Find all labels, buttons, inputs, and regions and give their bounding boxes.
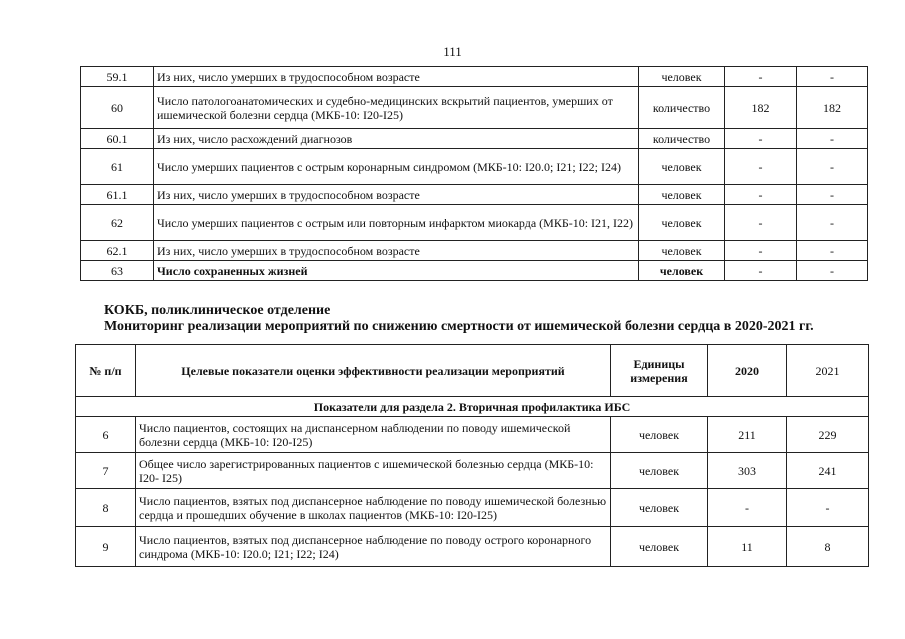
value-2020-cell: -	[725, 241, 797, 261]
table-row	[81, 261, 868, 281]
table-bottom	[75, 344, 869, 567]
indicator-cell: Число пациентов, состоящих на диспансерном наблюдении по поводу ишемической болезни сердца (МКБ-10: I20-I25)	[136, 417, 611, 453]
monitoring-title: Мониторинг реализации мероприятий по снижению смертности от ишемической болезни сердца в 2020-2021 гг.	[104, 319, 814, 334]
value-2020-cell: -	[725, 149, 797, 185]
header-2021: 2021	[787, 345, 869, 397]
header-unit: Единицы измерения	[611, 345, 708, 397]
indicator-cell: Число пациентов, взятых под диспансерное наблюдение по поводу острого коронарного синдрома (МКБ-10: I20.0; I21; I22; I24)	[136, 527, 611, 567]
value-2021-cell: 182	[797, 87, 868, 129]
table-row	[76, 417, 869, 453]
unit-cell: количество	[639, 129, 725, 149]
value-2020-cell: -	[725, 185, 797, 205]
value-2020-cell: 211	[708, 417, 787, 453]
header-2020: 2020	[708, 345, 787, 397]
unit-cell: человек	[611, 489, 708, 527]
row-number: 62	[81, 205, 154, 241]
table-row	[81, 67, 868, 87]
row-number: 7	[76, 453, 136, 489]
indicator-cell: Из них, число расхождений диагнозов	[154, 129, 639, 149]
value-2021-cell: -	[797, 185, 868, 205]
row-number: 60	[81, 87, 154, 129]
table-row	[81, 87, 868, 129]
row-number: 62.1	[81, 241, 154, 261]
value-2021-cell: 229	[787, 417, 869, 453]
indicator-cell: Число сохраненных жизней	[154, 261, 639, 281]
value-2020-cell: -	[725, 261, 797, 281]
table-top	[80, 66, 868, 281]
value-2020-cell: -	[725, 129, 797, 149]
unit-cell: человек	[611, 453, 708, 489]
row-number: 63	[81, 261, 154, 281]
value-2021-cell: 8	[787, 527, 869, 567]
value-2020-cell: -	[725, 205, 797, 241]
page-number: 111	[443, 44, 462, 59]
indicator-cell: Число умерших пациентов с острым или повторным инфарктом миокарда (МКБ-10: I21, I22)	[154, 205, 639, 241]
header-indicator: Целевые показатели оценки эффективности реализации мероприятий	[136, 345, 611, 397]
indicator-cell: Общее число зарегистрированных пациентов с ишемической болезнью сердца (МКБ-10: I20- I25)	[136, 453, 611, 489]
row-number: 8	[76, 489, 136, 527]
indicator-cell: Число умерших пациентов с острым коронарным синдромом (МКБ-10: I20.0; I21; I22; I24)	[154, 149, 639, 185]
unit-cell: человек	[639, 149, 725, 185]
unit-cell: человек	[639, 185, 725, 205]
table-row	[76, 453, 869, 489]
section-row	[76, 397, 869, 417]
indicator-cell: Число патологоанатомических и судебно-медицинских вскрытий пациентов, умерших от ишемической болезни сердца (МКБ-10: I20-I25)	[154, 87, 639, 129]
section-title: Показатели для раздела 2. Вторичная профилактика ИБС	[76, 397, 869, 417]
indicator-cell: Из них, число умерших в трудоспособном возрасте	[154, 241, 639, 261]
table-row	[81, 241, 868, 261]
row-number: 6	[76, 417, 136, 453]
indicator-cell: Из них, число умерших в трудоспособном возрасте	[154, 67, 639, 87]
organization-heading: КОКБ, поликлиническое отделение	[104, 303, 331, 318]
row-number: 9	[76, 527, 136, 567]
value-2020-cell: 303	[708, 453, 787, 489]
value-2021-cell: -	[797, 149, 868, 185]
unit-cell: человек	[611, 417, 708, 453]
unit-cell: человек	[639, 67, 725, 87]
row-number: 59.1	[81, 67, 154, 87]
table-row	[81, 185, 868, 205]
unit-cell: количество	[639, 87, 725, 129]
value-2021-cell: -	[797, 67, 868, 87]
value-2021-cell: 241	[787, 453, 869, 489]
value-2021-cell: -	[797, 261, 868, 281]
row-number: 61	[81, 149, 154, 185]
unit-cell: человек	[639, 205, 725, 241]
row-number: 60.1	[81, 129, 154, 149]
indicator-cell: Число пациентов, взятых под диспансерное наблюдение по поводу ишемической болезнью сердца и прошедших обучение в школах пациентов (МКБ-10: I20-I25)	[136, 489, 611, 527]
indicator-cell: Из них, число умерших в трудоспособном возрасте	[154, 185, 639, 205]
table-row	[76, 489, 869, 527]
table-row	[81, 129, 868, 149]
table-row	[76, 527, 869, 567]
value-2021-cell: -	[787, 489, 869, 527]
unit-cell: человек	[639, 261, 725, 281]
table-row	[81, 205, 868, 241]
value-2021-cell: -	[797, 129, 868, 149]
unit-cell: человек	[611, 527, 708, 567]
table-row	[81, 149, 868, 185]
value-2020-cell: -	[725, 67, 797, 87]
value-2020-cell: 182	[725, 87, 797, 129]
header-row	[76, 345, 869, 397]
unit-cell: человек	[639, 241, 725, 261]
row-number: 61.1	[81, 185, 154, 205]
value-2021-cell: -	[797, 241, 868, 261]
value-2020-cell: -	[708, 489, 787, 527]
header-num: № п/п	[76, 345, 136, 397]
value-2021-cell: -	[797, 205, 868, 241]
value-2020-cell: 11	[708, 527, 787, 567]
